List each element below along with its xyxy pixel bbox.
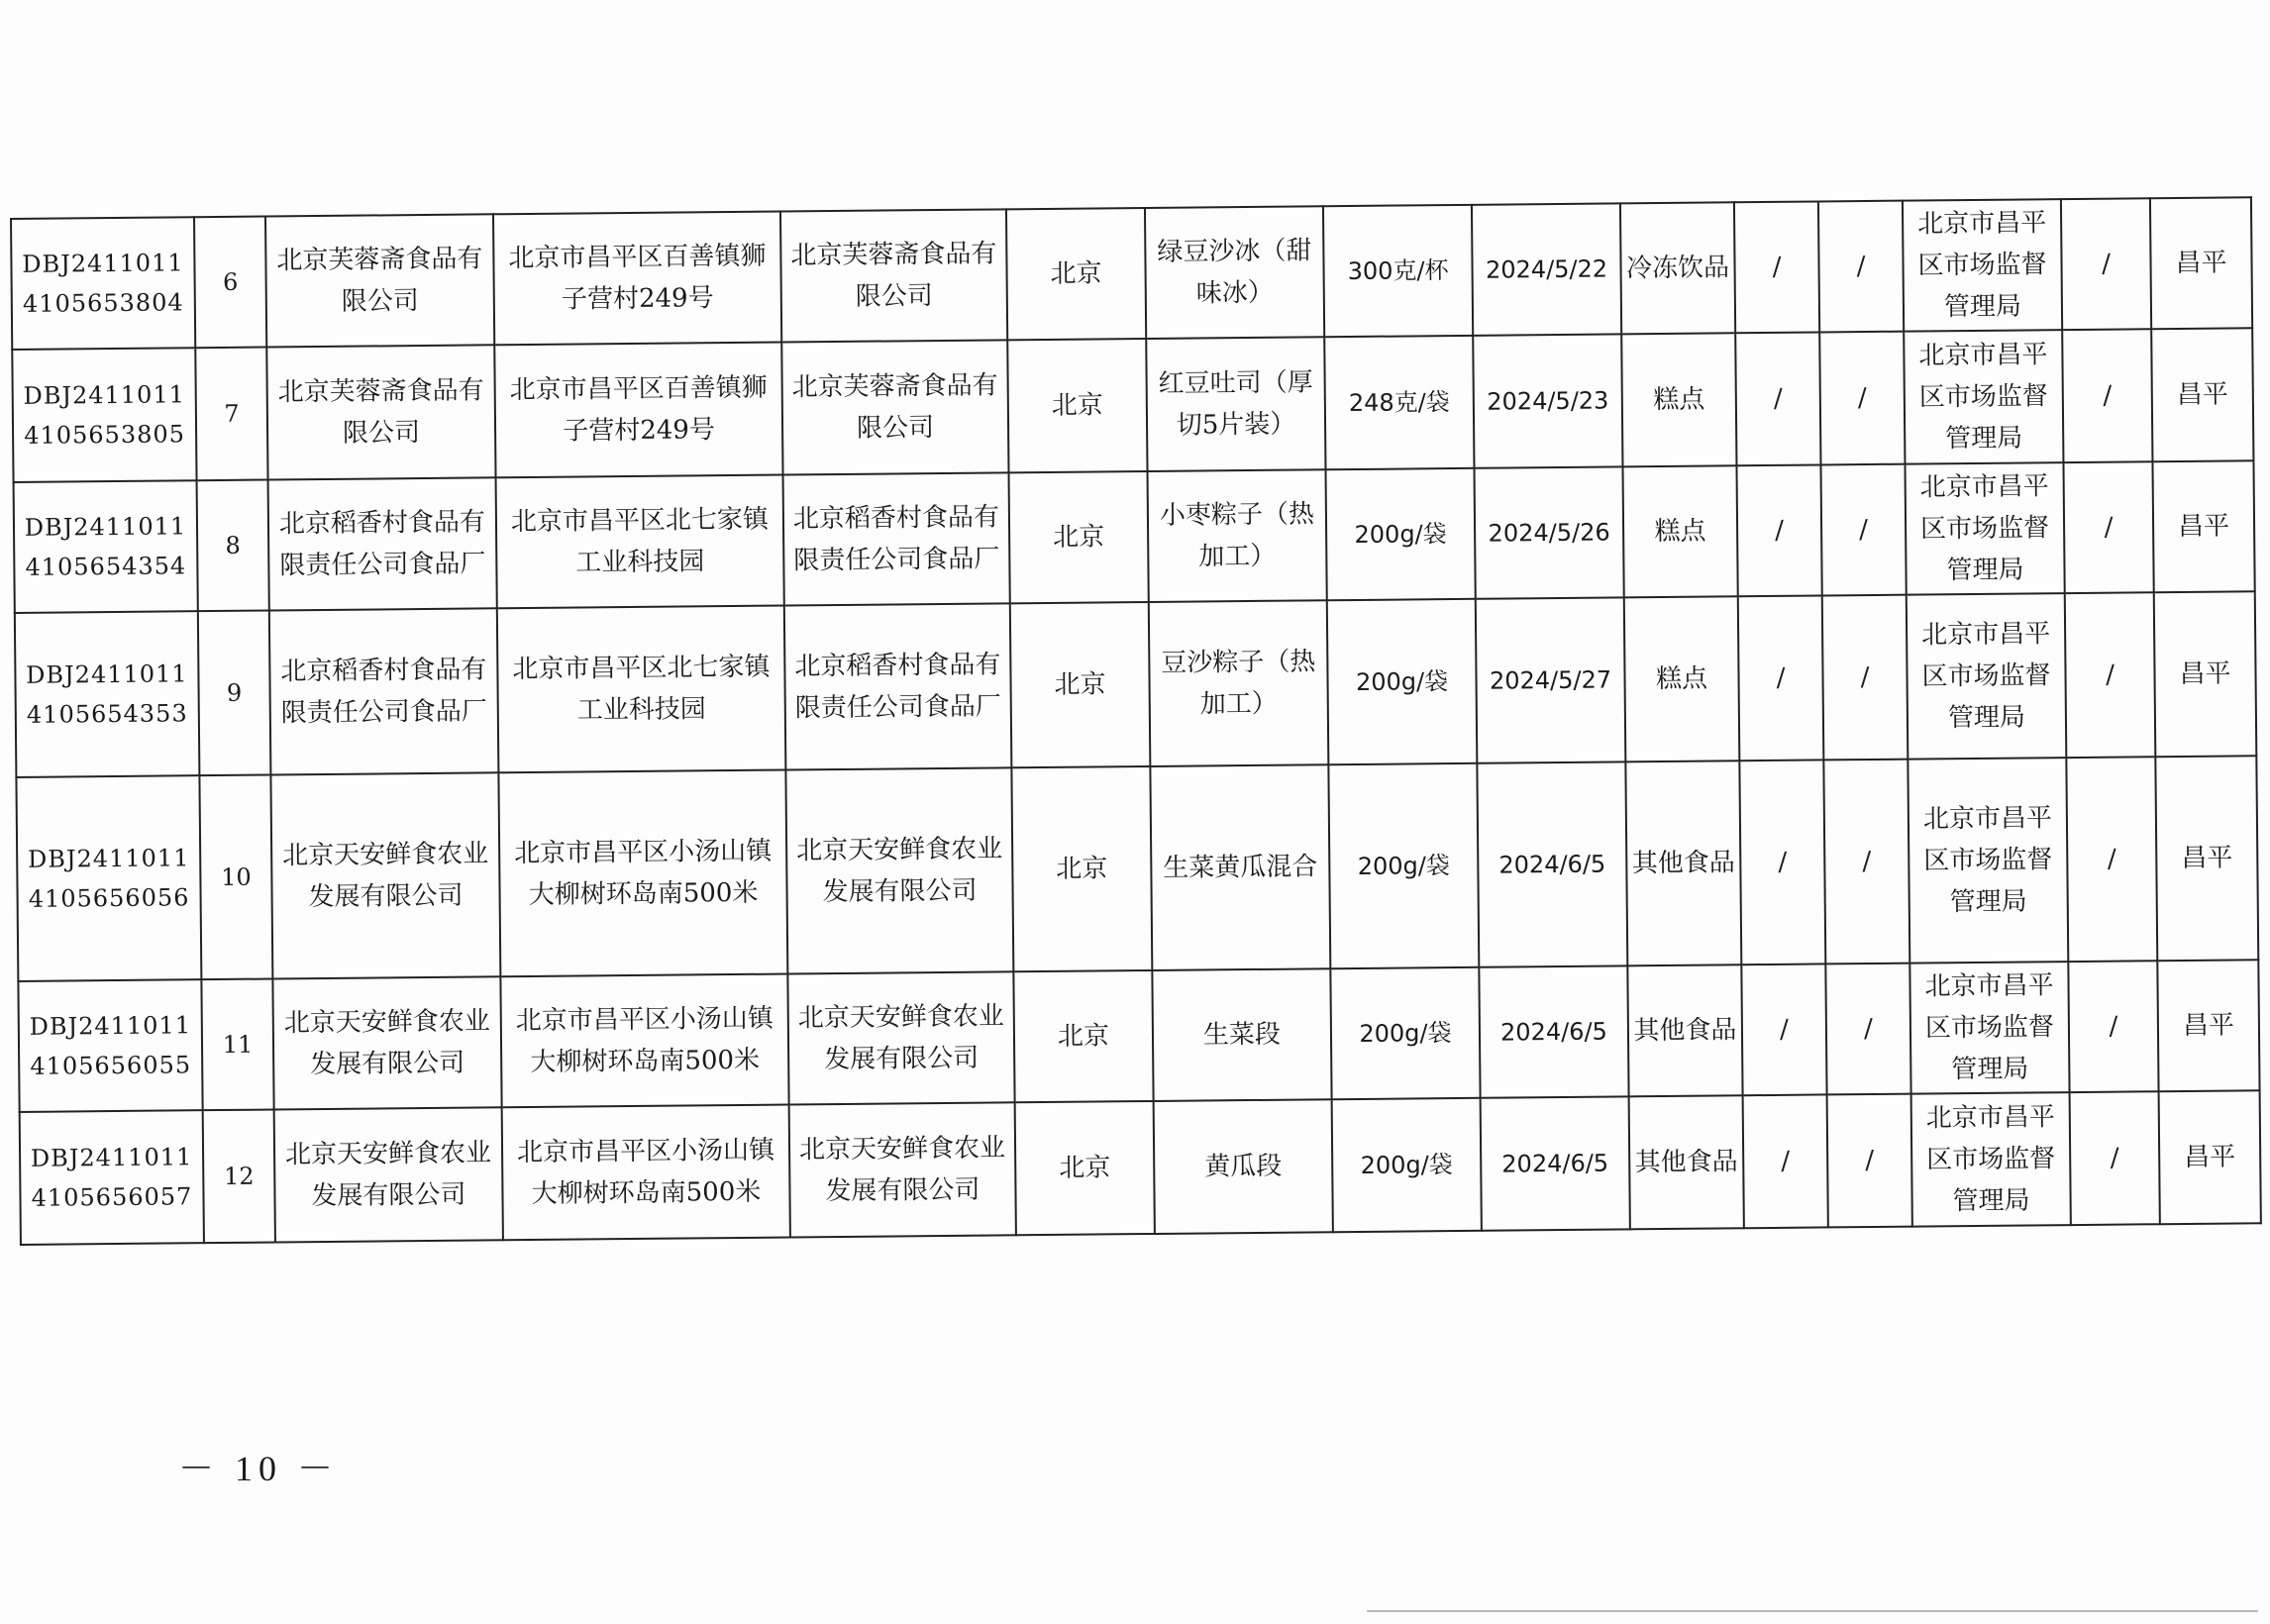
district-cell: 昌平 bbox=[2154, 591, 2257, 757]
slash-cell: / bbox=[2068, 961, 2158, 1092]
agency-cell: 北京市昌平区市场监督管理局 bbox=[1903, 199, 2062, 332]
product-name-cell: 豆沙粽子（热加工） bbox=[1149, 600, 1329, 766]
producer-cell: 北京芙蓉斋食品有限公司 bbox=[265, 214, 494, 347]
region-cell: 北京 bbox=[1009, 471, 1149, 603]
agency-cell: 北京市昌平区市场监督管理局 bbox=[1911, 1092, 2071, 1227]
product-name-cell: 生菜段 bbox=[1152, 968, 1331, 1101]
category-cell: 其他食品 bbox=[1625, 761, 1741, 965]
product-name-cell: 生菜黄瓜混合 bbox=[1150, 764, 1330, 970]
table-row bbox=[18, 960, 2259, 1112]
agency-cell: 北京市昌平区市场监督管理局 bbox=[1909, 962, 2069, 1094]
spec-cell: 200g/袋 bbox=[1332, 1098, 1482, 1232]
producer-cell: 北京稻香村食品有限责任公司食品厂 bbox=[269, 608, 499, 774]
slash-cell: / bbox=[1741, 964, 1826, 1095]
producer-cell: 北京芙蓉斋食品有限公司 bbox=[266, 345, 495, 479]
entrusted-company-cell: 北京天安鲜食农业发展有限公司 bbox=[789, 1102, 1016, 1237]
sample-code-cell: DBJ24110114105656057 bbox=[20, 1110, 204, 1245]
slash-cell: / bbox=[1818, 201, 1904, 333]
row-index-cell: 12 bbox=[203, 1109, 275, 1243]
entrusted-company-cell: 北京天安鲜食农业发展有限公司 bbox=[787, 971, 1014, 1104]
spec-cell: 200g/袋 bbox=[1327, 599, 1478, 764]
category-cell: 冷冻饮品 bbox=[1620, 202, 1735, 334]
spec-cell: 200g/袋 bbox=[1328, 763, 1479, 968]
table-row bbox=[12, 328, 2253, 482]
address-cell: 北京市昌平区百善镇狮子营村249号 bbox=[494, 343, 782, 478]
production-date-cell: 2024/6/5 bbox=[1477, 761, 1627, 966]
production-date-cell: 2024/6/5 bbox=[1479, 965, 1628, 1097]
sample-code-cell: DBJ24110114105654353 bbox=[15, 611, 200, 777]
region-cell: 北京 bbox=[1006, 208, 1146, 340]
row-index-cell: 9 bbox=[198, 611, 271, 776]
district-cell: 昌平 bbox=[2152, 460, 2254, 592]
slash-cell: / bbox=[2062, 329, 2152, 462]
category-cell: 其他食品 bbox=[1629, 1095, 1744, 1229]
spec-cell: 300克/杯 bbox=[1323, 205, 1473, 337]
category-cell: 其他食品 bbox=[1627, 964, 1742, 1096]
region-cell: 北京 bbox=[1013, 970, 1153, 1102]
slash-cell: / bbox=[1736, 464, 1821, 596]
production-date-cell: 2024/5/22 bbox=[1472, 203, 1621, 335]
sample-code-cell: DBJ24110114105656056 bbox=[16, 775, 201, 981]
spec-cell: 200g/袋 bbox=[1330, 967, 1480, 1099]
address-cell: 北京市昌平区北七家镇工业科技园 bbox=[497, 606, 786, 773]
spec-cell: 200g/袋 bbox=[1326, 468, 1476, 600]
slash-cell: / bbox=[2070, 1091, 2160, 1225]
slash-cell: / bbox=[2063, 461, 2153, 593]
agency-cell: 北京市昌平区市场监督管理局 bbox=[1904, 330, 2063, 464]
slash-cell: / bbox=[2065, 592, 2156, 758]
row-index-cell: 7 bbox=[195, 348, 267, 481]
producer-cell: 北京天安鲜食农业发展有限公司 bbox=[270, 772, 500, 978]
slash-cell: / bbox=[1819, 332, 1905, 465]
product-name-cell: 红豆吐司（厚切5片装） bbox=[1146, 337, 1325, 471]
production-date-cell: 2024/6/5 bbox=[1481, 1096, 1630, 1230]
district-cell: 昌平 bbox=[2155, 756, 2258, 961]
district-cell: 昌平 bbox=[2159, 1090, 2261, 1224]
slash-cell: / bbox=[2066, 757, 2157, 962]
slash-cell: / bbox=[1827, 1094, 1912, 1228]
entrusted-company-cell: 北京稻香村食品有限责任公司食品厂 bbox=[784, 603, 1012, 769]
district-cell: 昌平 bbox=[2151, 328, 2253, 461]
address-cell: 北京市昌平区北七家镇工业科技园 bbox=[496, 475, 784, 609]
slash-cell: / bbox=[1820, 464, 1906, 596]
slash-cell: / bbox=[1735, 332, 1820, 465]
slash-cell: / bbox=[1738, 595, 1824, 761]
region-cell: 北京 bbox=[1007, 339, 1147, 472]
agency-cell: 北京市昌平区市场监督管理局 bbox=[1908, 758, 2068, 964]
region-cell: 北京 bbox=[1010, 602, 1151, 767]
agency-cell: 北京市昌平区市场监督管理局 bbox=[1907, 593, 2067, 760]
table-row bbox=[14, 460, 2255, 613]
row-index-cell: 8 bbox=[197, 480, 269, 612]
category-cell: 糕点 bbox=[1622, 465, 1737, 597]
slash-cell: / bbox=[2061, 198, 2151, 330]
product-name-cell: 黄瓜段 bbox=[1154, 1099, 1333, 1234]
product-name-cell: 小枣粽子（热加工） bbox=[1148, 469, 1327, 602]
table-row bbox=[11, 197, 2252, 350]
producer-cell: 北京稻香村食品有限责任公司食品厂 bbox=[268, 477, 497, 610]
category-cell: 糕点 bbox=[1624, 596, 1740, 761]
row-index-cell: 10 bbox=[199, 774, 272, 979]
sample-code-cell: DBJ24110114105656055 bbox=[18, 979, 202, 1112]
address-cell: 北京市昌平区小汤山镇大柳树环岛南500米 bbox=[502, 1104, 790, 1240]
producer-cell: 北京天安鲜食农业发展有限公司 bbox=[274, 1107, 503, 1242]
address-cell: 北京市昌平区百善镇狮子营村249号 bbox=[493, 212, 781, 346]
page-number: － 10 － bbox=[178, 1449, 340, 1488]
slash-cell: / bbox=[1823, 760, 1909, 964]
address-cell: 北京市昌平区小汤山镇大柳树环岛南500米 bbox=[498, 770, 787, 977]
entrusted-company-cell: 北京天安鲜食农业发展有限公司 bbox=[785, 767, 1013, 973]
results-table-wrapper bbox=[10, 196, 2260, 1246]
row-index-cell: 11 bbox=[201, 978, 273, 1110]
category-cell: 糕点 bbox=[1621, 333, 1736, 466]
production-date-cell: 2024/5/27 bbox=[1476, 597, 1626, 762]
table-row bbox=[15, 591, 2256, 777]
slash-cell: / bbox=[1734, 201, 1819, 333]
production-date-cell: 2024/5/26 bbox=[1474, 466, 1623, 598]
table-body bbox=[11, 197, 2261, 1245]
spec-cell: 248克/袋 bbox=[1324, 336, 1474, 469]
entrusted-company-cell: 北京芙蓉斋食品有限公司 bbox=[780, 209, 1007, 342]
slash-cell: / bbox=[1743, 1094, 1828, 1228]
district-cell: 昌平 bbox=[2150, 197, 2252, 329]
agency-cell: 北京市昌平区市场监督管理局 bbox=[1905, 462, 2064, 595]
entrusted-company-cell: 北京芙蓉斋食品有限公司 bbox=[781, 340, 1008, 474]
address-cell: 北京市昌平区小汤山镇大柳树环岛南500米 bbox=[500, 973, 788, 1107]
scan-edge-line bbox=[1367, 1610, 2258, 1612]
sample-code-cell: DBJ24110114105654354 bbox=[14, 480, 198, 613]
region-cell: 北京 bbox=[1011, 766, 1152, 971]
table-row bbox=[16, 756, 2258, 981]
results-table bbox=[10, 196, 2262, 1246]
district-cell: 昌平 bbox=[2157, 960, 2259, 1091]
region-cell: 北京 bbox=[1015, 1101, 1155, 1235]
production-date-cell: 2024/5/23 bbox=[1473, 334, 1622, 467]
sample-code-cell: DBJ24110114105653804 bbox=[11, 217, 195, 350]
sample-code-cell: DBJ24110114105653805 bbox=[12, 348, 196, 482]
producer-cell: 北京天安鲜食农业发展有限公司 bbox=[272, 976, 501, 1109]
slash-cell: / bbox=[1825, 964, 1910, 1095]
slash-cell: / bbox=[1739, 760, 1825, 964]
row-index-cell: 6 bbox=[194, 217, 266, 349]
table-row bbox=[20, 1090, 2261, 1245]
slash-cell: / bbox=[1822, 595, 1909, 761]
entrusted-company-cell: 北京稻香村食品有限责任公司食品厂 bbox=[783, 472, 1010, 605]
product-name-cell: 绿豆沙冰（甜味冰） bbox=[1145, 206, 1324, 339]
